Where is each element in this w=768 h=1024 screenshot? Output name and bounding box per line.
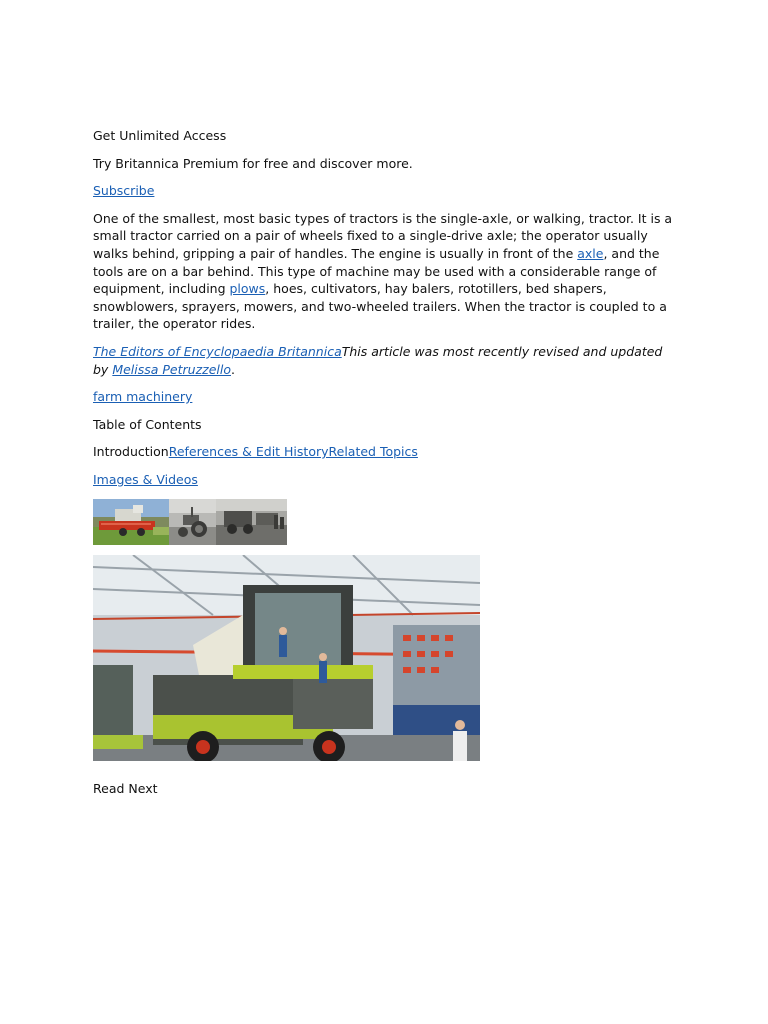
subscribe-link[interactable]: Subscribe: [93, 183, 155, 199]
article-text-3: , hoes, cultivators, hay balers, rototillers, bed shapers, snowblowers, sprayers, mowers, and two-wheeled trailers. When the tractor is coupled to a trailer, the operator rides.: [93, 281, 667, 332]
article-text-1: One of the smallest, most basic types of tractors is the single-axle, or walking, tractor. It is a small tractor carried on a pair of wheels fixed to a single-drive axle; the operator usually walks behind, gripping a pair of handles. The engine is usually in front of the: [93, 210, 673, 261]
article-text-2: , and the tools are on a bar behind. This type of machine may be used with a considerable range of equipment, including: [93, 245, 660, 297]
premium-heading: Get Unlimited Access: [93, 128, 227, 143]
author-link[interactable]: Melissa Petruzzello: [112, 361, 231, 377]
axle-link[interactable]: axle: [577, 245, 604, 261]
farm-machinery-link[interactable]: farm machinery: [93, 389, 193, 405]
revised-text: This article was most recently revised and updated by: [93, 343, 663, 377]
vintage-tractor-thumbnail[interactable]: [169, 499, 216, 545]
combine-harvester-thumbnail[interactable]: [93, 499, 169, 545]
subscribe-paragraph: [93, 182, 678, 200]
toc-references-link[interactable]: References & Edit History: [168, 444, 329, 460]
media-thumbnails: [93, 499, 678, 545]
byline: [93, 343, 678, 378]
editors-link[interactable]: The Editors of Encyclopaedia Britannica: [93, 343, 342, 359]
images-videos-link[interactable]: Images & Videos: [93, 471, 198, 487]
toc-links: [93, 443, 678, 461]
main-article-image[interactable]: [93, 555, 480, 761]
article-paragraph: [93, 210, 678, 333]
harvest-crew-image: [216, 499, 287, 545]
plows-link[interactable]: plows: [229, 281, 266, 297]
article-content: [93, 127, 678, 761]
premium-tagline: Try Britannica Premium for free and discover more.: [93, 155, 413, 171]
topic-paragraph: [93, 388, 678, 406]
read-next-heading: Read Next: [93, 781, 158, 796]
images-videos-paragraph: [93, 471, 678, 489]
toc-introduction[interactable]: Introduction: [93, 444, 169, 460]
vintage-tractor-image: [169, 499, 216, 545]
toc-related-topics-link[interactable]: Related Topics: [328, 444, 418, 460]
combine-harvester-image: [93, 499, 169, 545]
combine-assembly-factory-photo: [93, 555, 480, 761]
harvest-crew-thumbnail[interactable]: [216, 499, 287, 545]
byline-period: .: [231, 361, 235, 377]
toc-heading: Table of Contents: [93, 416, 202, 432]
